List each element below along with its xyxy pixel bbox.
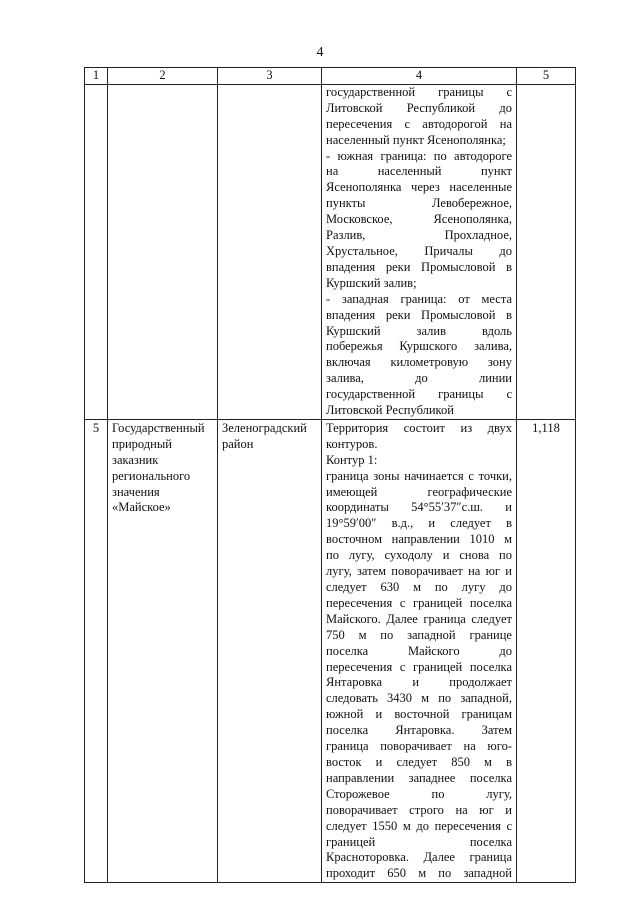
text-line: Литовской Республикой до bbox=[326, 100, 512, 115]
header-cell-5: 5 bbox=[517, 68, 576, 85]
row2-description-cell bbox=[322, 419, 517, 882]
text-line: Красноторовка. Далее граница bbox=[326, 850, 512, 865]
text-line: Контур 1: bbox=[326, 452, 378, 467]
text-line: - южная граница: по автодороге bbox=[326, 148, 512, 163]
text-line: Разлив, Прохладное, bbox=[326, 228, 512, 243]
text-line: граница зоны начинается с точки, bbox=[326, 468, 512, 483]
page-number: 4 bbox=[316, 45, 324, 60]
text-line: Зеленоградский bbox=[222, 420, 307, 435]
header-cell-3: 3 bbox=[218, 68, 322, 85]
text-line: координаты 54°55′37″с.ш. и bbox=[326, 500, 512, 515]
area-value: 1,118 bbox=[532, 420, 560, 435]
row2-num-cell bbox=[85, 419, 108, 882]
text-line: южной и восточной границам bbox=[326, 707, 512, 722]
text-line: следует 630 м по лугу до bbox=[326, 580, 512, 594]
row2-district-cell bbox=[218, 419, 322, 882]
text-line: поселка Майского до bbox=[326, 643, 512, 658]
row-number: 5 bbox=[92, 420, 100, 435]
text-line: природный bbox=[112, 436, 172, 451]
row1-description-text bbox=[322, 85, 516, 419]
text-line: поворачивает строго на юг и bbox=[326, 802, 512, 817]
text-line: заказник bbox=[112, 452, 159, 467]
text-line: побережья Куршского залива, bbox=[326, 339, 512, 354]
row1-num-cell bbox=[85, 84, 108, 419]
reserve-name bbox=[108, 420, 217, 516]
row1-district-cell bbox=[218, 84, 322, 419]
text-line: по лугу, суходолу и снова по bbox=[326, 548, 512, 563]
text-line: следовать 3430 м по западной, bbox=[326, 691, 512, 706]
text-line: пересечения с границей поселка bbox=[326, 659, 512, 674]
row2-name-cell bbox=[108, 419, 218, 882]
text-line: граница поворачивает на юго- bbox=[326, 739, 512, 754]
text-line: населенный пункт Ясенополянка; bbox=[326, 132, 506, 147]
text-line: следует 1550 м до пересечения с bbox=[326, 818, 512, 833]
text-line: проходит 650 м по западной bbox=[326, 866, 512, 881]
text-line: Хрустальное, Причалы до bbox=[326, 243, 512, 258]
text-line: - западная граница: от места bbox=[326, 291, 512, 306]
text-line: регионального bbox=[112, 468, 191, 483]
text-line: контуров. bbox=[326, 436, 378, 451]
text-line: Московское, Ясенополянка, bbox=[326, 212, 512, 227]
text-line: лугу, затем поворачивает на юг и bbox=[326, 564, 512, 579]
header-cell-2: 2 bbox=[108, 68, 218, 85]
header-cell-4: 4 bbox=[322, 68, 517, 85]
text-line: восточном направлении 1010 м bbox=[326, 532, 512, 547]
text-line: Государственный bbox=[112, 420, 205, 435]
text-line: 750 м по западной границе bbox=[326, 627, 512, 642]
text-line: 19°59′00″ в.д., и следует в bbox=[326, 516, 512, 531]
text-line: впадения реки Промысловой в bbox=[326, 307, 512, 322]
text-line: имеющей географические bbox=[326, 484, 512, 499]
text-line: впадения реки Промысловой в bbox=[326, 259, 512, 274]
text-line: значения bbox=[112, 484, 160, 499]
zones-table bbox=[84, 67, 576, 883]
header-cell-1: 1 bbox=[85, 68, 108, 85]
text-line: Сторожевое по лугу, bbox=[326, 786, 512, 801]
text-line: «Майское» bbox=[112, 500, 171, 515]
text-line: государственной границы с bbox=[326, 84, 512, 99]
text-line: Ясенополянка через населенные bbox=[326, 180, 512, 195]
text-line: залива, до линии bbox=[326, 371, 512, 386]
table-header-row bbox=[85, 68, 576, 85]
text-line: Куршский залив вдоль bbox=[326, 323, 512, 338]
district-name bbox=[218, 420, 321, 453]
text-line: направлении западнее поселка bbox=[326, 770, 512, 785]
text-line: включая километровую зону bbox=[326, 355, 512, 370]
row1-area-cell bbox=[517, 84, 576, 419]
table-row-maiskoe bbox=[85, 419, 576, 882]
text-line: район bbox=[222, 436, 254, 451]
row1-description-cell bbox=[322, 84, 517, 419]
row2-area-cell bbox=[517, 419, 576, 882]
text-line: границей поселка bbox=[326, 834, 512, 849]
text-line: Территория состоит из двух bbox=[326, 420, 512, 435]
text-line: пересечения с границей поселка bbox=[326, 595, 512, 610]
text-line: восток и следует 850 м в bbox=[326, 754, 512, 769]
text-line: пункты Левобережное, bbox=[326, 196, 512, 211]
text-line: пересечения с автодорогой на bbox=[326, 116, 512, 131]
text-line: государственной границы с bbox=[326, 387, 512, 402]
text-line: на населенный пункт bbox=[326, 164, 512, 179]
text-line: Куршский залив; bbox=[326, 275, 417, 290]
text-line: Янтаровка и продолжает bbox=[326, 675, 512, 690]
text-line: Майского. Далее граница следует bbox=[326, 611, 512, 626]
table-row-continuation bbox=[85, 84, 576, 419]
row1-name-cell bbox=[108, 84, 218, 419]
text-line: Литовской Республикой bbox=[326, 403, 454, 418]
row2-description-text bbox=[322, 420, 516, 882]
text-line: поселка Янтаровка. Затем bbox=[326, 723, 512, 738]
